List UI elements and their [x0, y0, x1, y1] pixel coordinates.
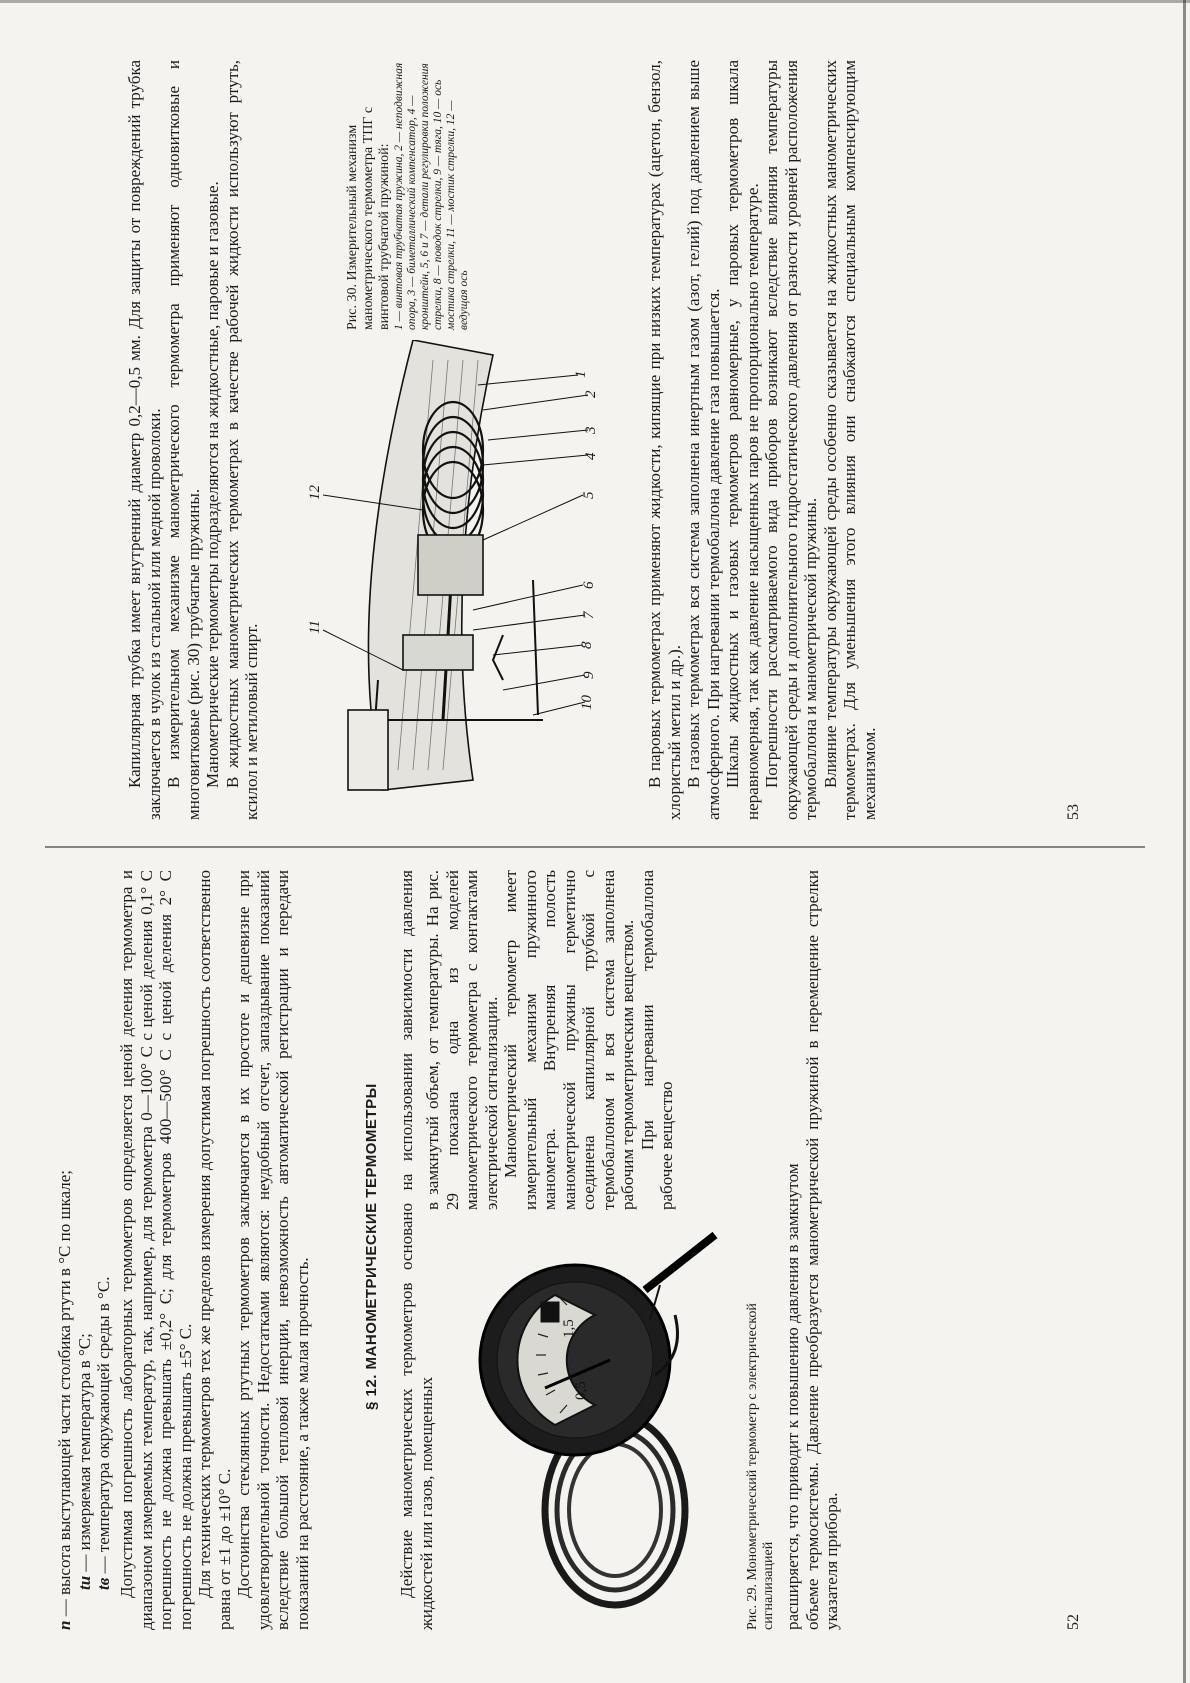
definition-text: — измеряемая температура в °С;	[74, 1333, 94, 1572]
callout-11: 11	[307, 620, 323, 634]
page-53	[45, 50, 1145, 830]
callout-1: 1	[573, 370, 589, 378]
rotated-spread	[45, 40, 1145, 1640]
callout-10: 10	[579, 695, 595, 710]
callout-3: 3	[583, 426, 599, 434]
page-number-53: 53	[1065, 804, 1082, 820]
paragraph-heating: При нагревании термобаллона рабочее вещество	[637, 870, 676, 1210]
figure-30-illustration	[303, 340, 593, 810]
figure-30	[303, 340, 599, 810]
section-heading: § 12. МАНОМЕТРИЧЕСКИЕ ТЕРМОМЕТРЫ	[363, 1083, 380, 1410]
paragraph-ambient: Влияние температуры окружающей среды особенно сказывается на жидкостных манометрических термометрах. Для уменьшения этого влияния они снабжаются специальным компенсирующим механизмом.	[820, 60, 879, 820]
paragraph-capillary: Капиллярная трубка имеет внутренний диаметр 0,2—0,5 мм. Для защиты от повреждений трубка заключается в чулок из стальной или медной проволоки.	[125, 60, 164, 820]
scan-edge-top	[0, 0, 1190, 3]
definition-tv	[94, 870, 114, 1630]
paragraph-types: Манометрические термометры подразделяются на жидкостные, паровые и газовые.	[203, 181, 222, 788]
paragraph-scales: Шкалы жидкостных и газовых термометров равномерные, у паровых термометров шкала неравномерная, так как давление насыщенных паров не пропорционально температуре.	[723, 60, 762, 820]
scan-edge-right	[1183, 0, 1186, 1683]
callout-12: 12	[307, 485, 323, 500]
figure-30-caption-block	[345, 60, 471, 330]
callout-7: 7	[581, 611, 597, 619]
paragraph-advantages: Достоинства стеклянных ртутных термометров заключаются в их простоте и дешевизне при удовлетворительной точности. Недостатками являются: неудобный отсчет, запаздывание показаний вследствие большой тепловой инерции, невозможность автоматической регистрации и передачи показаний на расстояние, а также малая прочность.	[234, 870, 312, 1630]
definition-n	[55, 870, 75, 1630]
paragraph-liquid: В жидкостных манометрических термометрах в качестве рабочей жидкости используют ртуть, ксилол и метиловый спирт.	[222, 60, 261, 820]
figure-29	[445, 1230, 735, 1620]
continuation-text	[783, 870, 842, 1630]
paragraph-accuracy: Допустимая погрешность лабораторных термометров определяется ценой деления термометра и диапазоном измеряемых температур, так, например, для термометра 0—100° С с ценой деления 0,1° С погрешность не должна превышать ±0,2° С; для термометров 400—500° С с ценой деления 2° С погрешность не должна превышать ±5° С.	[117, 870, 195, 1630]
callout-2: 2	[583, 390, 599, 398]
callout-5: 5	[581, 491, 597, 499]
definition-ti	[75, 870, 95, 1630]
definitions-list	[55, 870, 114, 1630]
paragraph-section-lead: Действие манометрических термометров основано на использовании зависимости давления жидкостей или газов, помещенных	[397, 870, 436, 1630]
definition-symbol: tв	[94, 1577, 113, 1590]
body-text-top	[117, 870, 312, 1630]
book-gutter	[45, 846, 1145, 848]
page-number-52: 52	[1065, 1614, 1082, 1630]
callout-6: 6	[581, 581, 597, 589]
definition-text: — высота выступающей части столбика ртути в °С по шкале;	[55, 1170, 74, 1617]
body-text-bottom-right	[645, 60, 879, 820]
paragraph-continuation: объеме термосистемы. Давление преобразуется манометрической пружиной в перемещение стрелки указателя прибора.	[802, 870, 841, 1630]
figure-30-caption: Рис. 30. Измерительный механизм манометрического термометра ТПГ с винтовой трубчатой пружиной:	[345, 106, 392, 330]
paragraph-measuring-mechanism: Манометрический термометр имеет измерительный механизм пружинного манометра. Внутренняя полость манометрической пружины герметично соединена капиллярной трубкой с термобаллоном и вся система заполнена рабочим термометрическим веществом.	[501, 870, 637, 1210]
definition-symbol: n	[55, 1620, 74, 1630]
definition-text: — температура окружающей среды в °С.	[94, 1276, 113, 1574]
paragraph-errors: Погрешности рассматриваемого вида приборов возникают вследствие влияния температуры окружающей среды и дополнительного гидростатического давления от разности уровней расположения термобаллона и манометрической пружины.	[762, 60, 820, 820]
figure-29-caption: Рис. 29. Монометрический термометр с электрической сигнализацией	[745, 1303, 776, 1630]
paragraph-gas: В газовых термометрах вся система заполнена инертным газом (азот, гелий) под давлением выше атмосферного. При нагревании термобаллона давление газа повышается.	[684, 60, 723, 820]
figure-29-illustration	[445, 1230, 735, 1620]
callout-9: 9	[581, 671, 597, 679]
callout-4: 4	[583, 452, 599, 460]
figure-30-legend: 1 — винтовая трубчатая пружина, 2 — неподвижная опора, 3 — биметаллический компенсатор, 4 — кронштейн, 5, 6 и 7 — детали регулировки положения стрелки, 8 — поводок стрелки, 9 — тяга, 10 — ось мостика стрелки, 11 — мостик стрелки, 12 — ведущая ось	[393, 62, 470, 330]
page-52	[45, 860, 1145, 1640]
dial-label-1-5: 1,5	[561, 1319, 577, 1338]
body-text-top-right	[125, 60, 262, 820]
callout-8: 8	[579, 641, 595, 649]
paragraph-technical: Для технических термометров тех же пределов измерения допустимая погрешность соответственно равна от ±1 до ±10° С.	[195, 870, 234, 1630]
paragraph-vapor: В паровых термометрах применяют жидкости, кипящие при низких температурах (ацетон, бензол, хлористый метил и др.).	[645, 60, 684, 820]
paragraph-fig29-intro: в замкнутый объем, от температуры. На рис. 29 показана одна из моделей манометрического термометра с контактами электрической сигнализации.	[423, 870, 501, 1210]
paragraph-springs: В измерительном механизме манометрического термометра применяют одновитковые и многовитковые (рис. 30) трубчатые пружины.	[164, 60, 203, 820]
definition-symbol: tи	[74, 1575, 94, 1590]
wrap-text-column	[423, 870, 677, 1210]
paragraph-continuation-inline: расширяется, что приводит к повышению давления в замкнутом	[783, 1163, 802, 1630]
dial-label-0-5: 0,5	[573, 1381, 589, 1400]
